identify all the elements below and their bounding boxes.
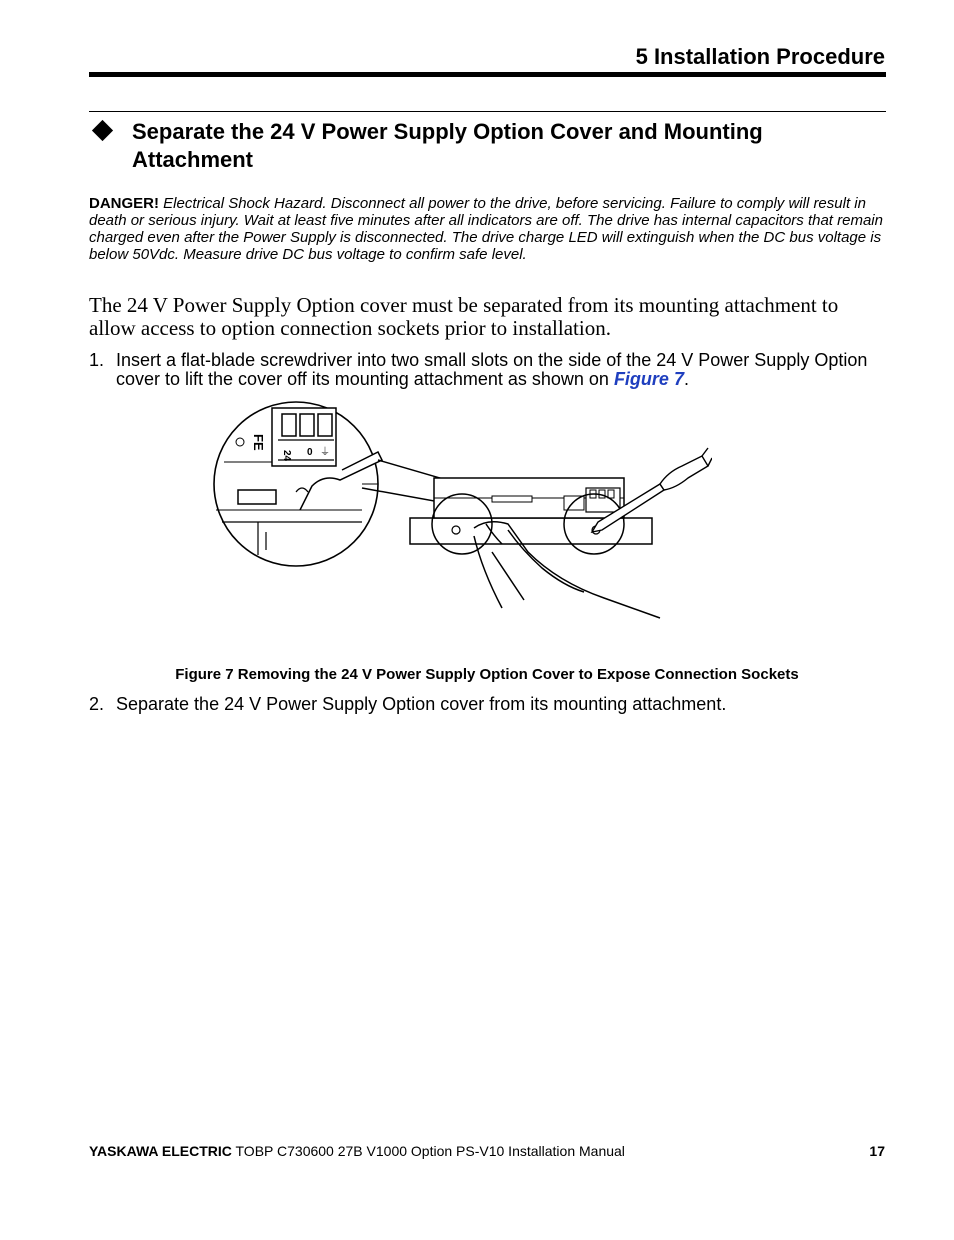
figure-7-illustration — [212, 400, 712, 660]
figure-caption: Figure 7 Removing the 24 V Power Supply Option Cover to Expose Connection Sockets — [175, 666, 799, 683]
danger-label: DANGER! — [89, 195, 159, 212]
chapter-title: 5 Installation Procedure — [635, 44, 885, 69]
section-heading: Separate the 24 V Power Supply Option Cover and Mounting Attachment — [132, 119, 763, 172]
header-rule — [89, 72, 886, 77]
danger-text: Electrical Shock Hazard. Disconnect all power to the drive, before servicing. Failure to comply will result in death or serious injury. Wait at least five minutes after all indicators are off. The drive has internal capacitors that remain charged even after the Power Supply is disconnected. The drive charge LED will extinguish when the DC bus voltage is below 50Vdc. Measure drive DC bus voltage to confirm safe level. — [89, 195, 883, 263]
step-1-number: 1. — [89, 350, 105, 370]
danger-notice — [89, 195, 889, 263]
step-2-number: 2. — [89, 694, 105, 714]
terminal-ground-label: ⏚ — [320, 447, 330, 458]
intro-paragraph: The 24 V Power Supply Option cover must be separated from its mounting attachment to allow access to option connection sockets prior to installation. — [89, 293, 839, 340]
footer-doc-title: TOBP C730600 27B V1000 Option PS-V10 Installation Manual — [231, 1143, 625, 1159]
footer-brand: YASKAWA ELECTRIC — [89, 1143, 232, 1159]
step-2-text: Separate the 24 V Power Supply Option cover from its mounting attachment. — [116, 694, 727, 714]
diamond-bullet-icon — [92, 120, 113, 141]
step-1-end: . — [683, 369, 689, 389]
terminal-0-label: 0 — [307, 447, 313, 458]
footer — [89, 1143, 885, 1159]
figure-7-link[interactable]: Figure 7 — [613, 369, 684, 389]
step-1-body: Insert a flat-blade screwdriver into two small slots on the side of the 24 V Power Supply Option cover to lift the cover off its mounting attachment as shown on — [116, 350, 868, 389]
section-rule — [89, 111, 886, 112]
terminal-24-label: 24 — [281, 450, 292, 462]
page-number: 17 — [869, 1143, 885, 1159]
step-1-text — [116, 351, 886, 389]
terminal-fe-label: FE — [251, 434, 266, 451]
